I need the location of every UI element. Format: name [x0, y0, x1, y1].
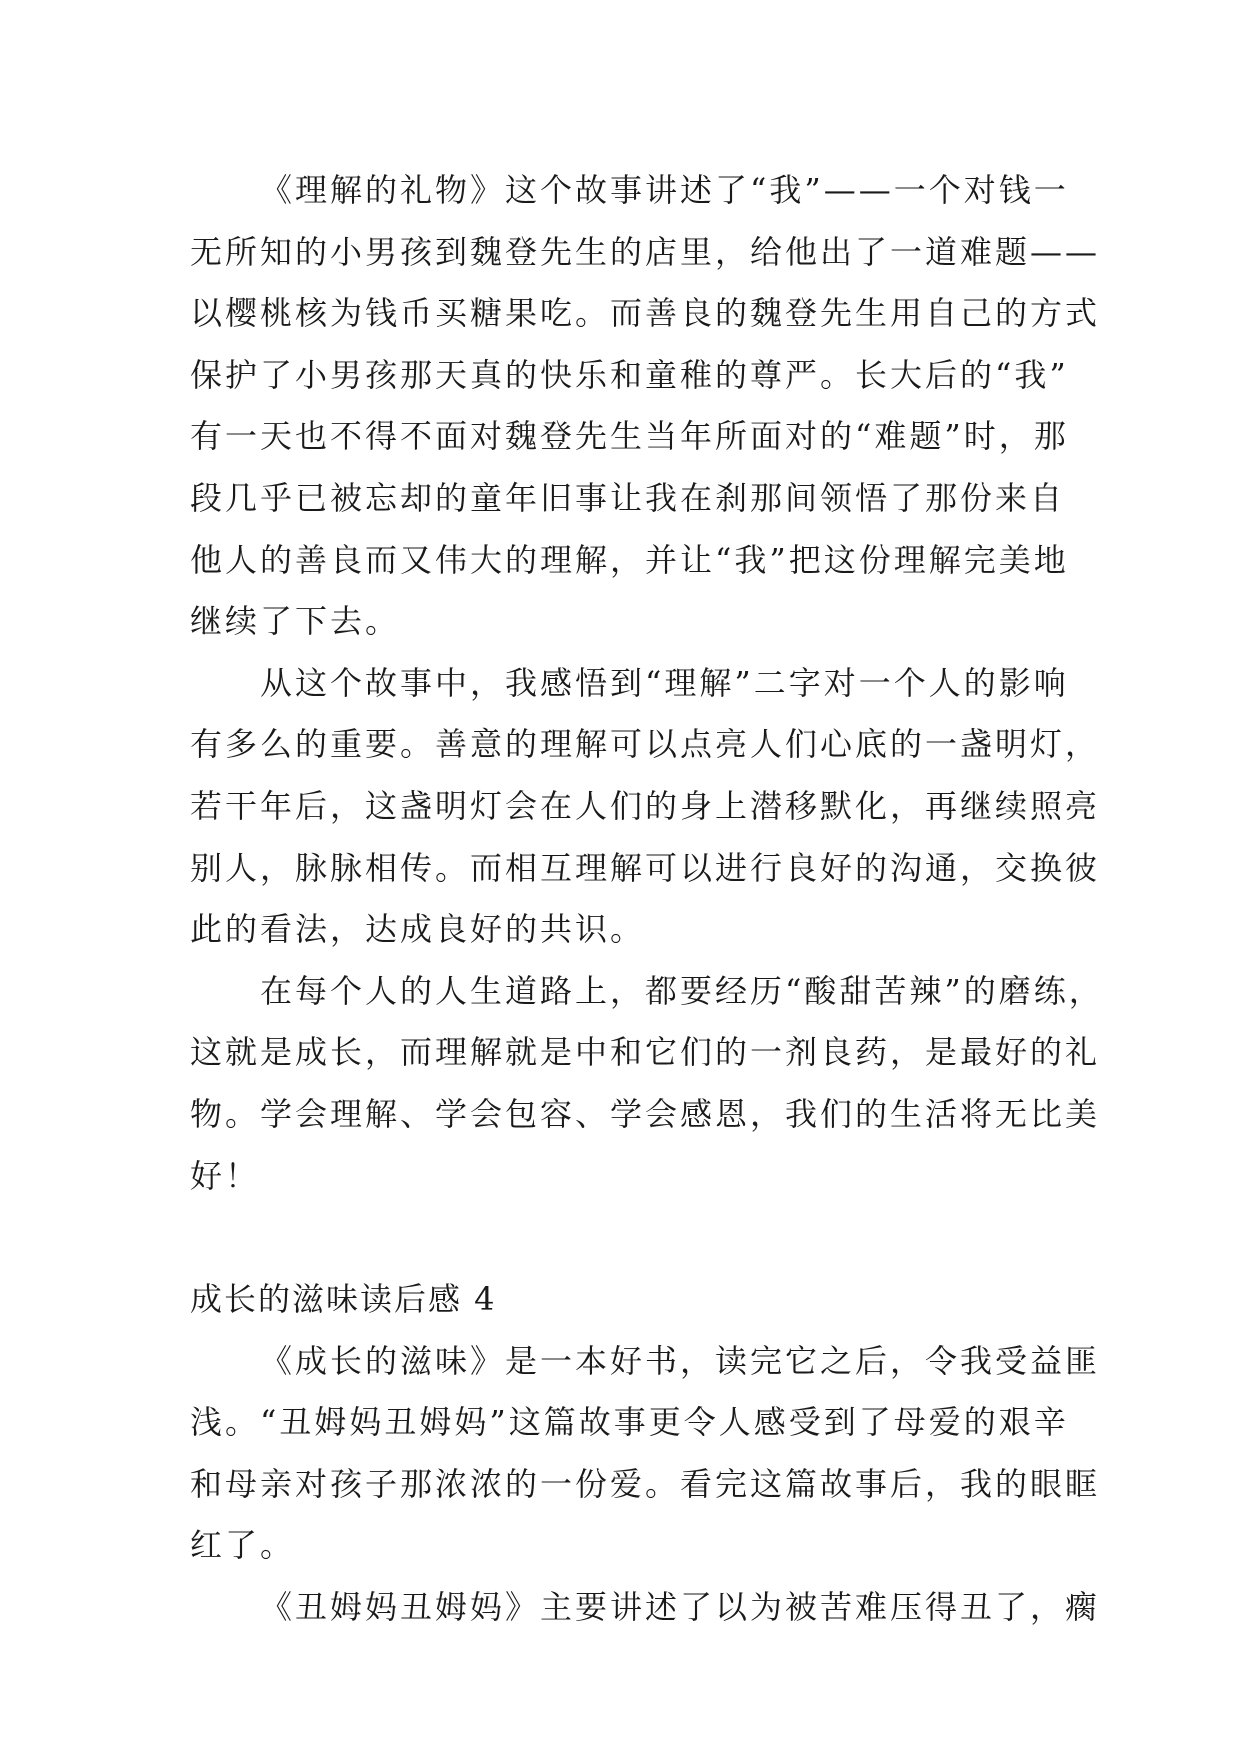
document-page [190, 160, 1104, 1639]
text-line: 在每个人的人生道路上，都要经历“酸甜苦辣”的磨练， [260, 971, 1104, 1010]
text-line: 有多么的重要。善意的理解可以点亮人们心底的一盏明灯， [190, 725, 1101, 764]
paragraph-3 [190, 961, 1104, 1207]
text-line: 别人，脉脉相传。而相互理解可以进行良好的沟通，交换彼 [190, 848, 1101, 887]
text-line: 红了。 [190, 1526, 296, 1565]
text-line: 此的看法，达成良好的共识。 [190, 910, 646, 949]
paragraph-1 [190, 160, 1101, 653]
text-line: 无所知的小男孩到魏登先生的店里，给他出了一道难题—— [190, 232, 1101, 271]
text-line: 有一天也不得不面对魏登先生当年所面对的“难题”时，那 [190, 417, 1069, 456]
paragraph-5 [190, 1577, 1101, 1639]
text-line: 保护了小男孩那天真的快乐和童稚的尊严。长大后的“我” [190, 355, 1069, 394]
text-line: 《丑姆妈丑姆妈》主要讲述了以为被苦难压得丑了，瘸 [260, 1588, 1101, 1627]
text-line: 若干年后，这盏明灯会在人们的身上潜移默化，再继续照亮 [190, 786, 1101, 825]
text-line: 好！ [190, 1156, 261, 1195]
paragraph-2 [190, 653, 1101, 961]
section-gap [190, 1207, 1050, 1269]
text-line: 和母亲对孩子那浓浓的一份爱。看完这篇故事后，我的眼眶 [190, 1464, 1101, 1503]
text-line: 以樱桃核为钱币买糖果吃。而善良的魏登先生用自己的方式 [190, 294, 1101, 333]
text-line: 浅。“丑姆妈丑姆妈”这篇故事更令人感受到了母爱的艰辛 [190, 1403, 1069, 1442]
text-line: 从这个故事中，我感悟到“理解”二字对一个人的影响 [260, 663, 1069, 702]
text-line: 段几乎已被忘却的童年旧事让我在刹那间领悟了那份来自 [190, 478, 1066, 517]
text-line: 他人的善良而又伟大的理解，并让“我”把这份理解完美地 [190, 540, 1069, 579]
section-title: 成长的滋味读后感 4 [190, 1280, 497, 1319]
text-line: 《成长的滋味》是一本好书，读完它之后，令我受益匪 [260, 1341, 1101, 1380]
paragraph-4 [190, 1331, 1101, 1577]
text-line: 物。学会理解、学会包容、学会感恩，我们的生活将无比美 [190, 1094, 1101, 1133]
text-line: 继续了下去。 [190, 602, 401, 641]
text-line: 《理解的礼物》这个故事讲述了“我”——一个对钱一 [260, 171, 1069, 209]
text-line: 这就是成长，而理解就是中和它们的一剂良药，是最好的礼 [190, 1033, 1101, 1072]
